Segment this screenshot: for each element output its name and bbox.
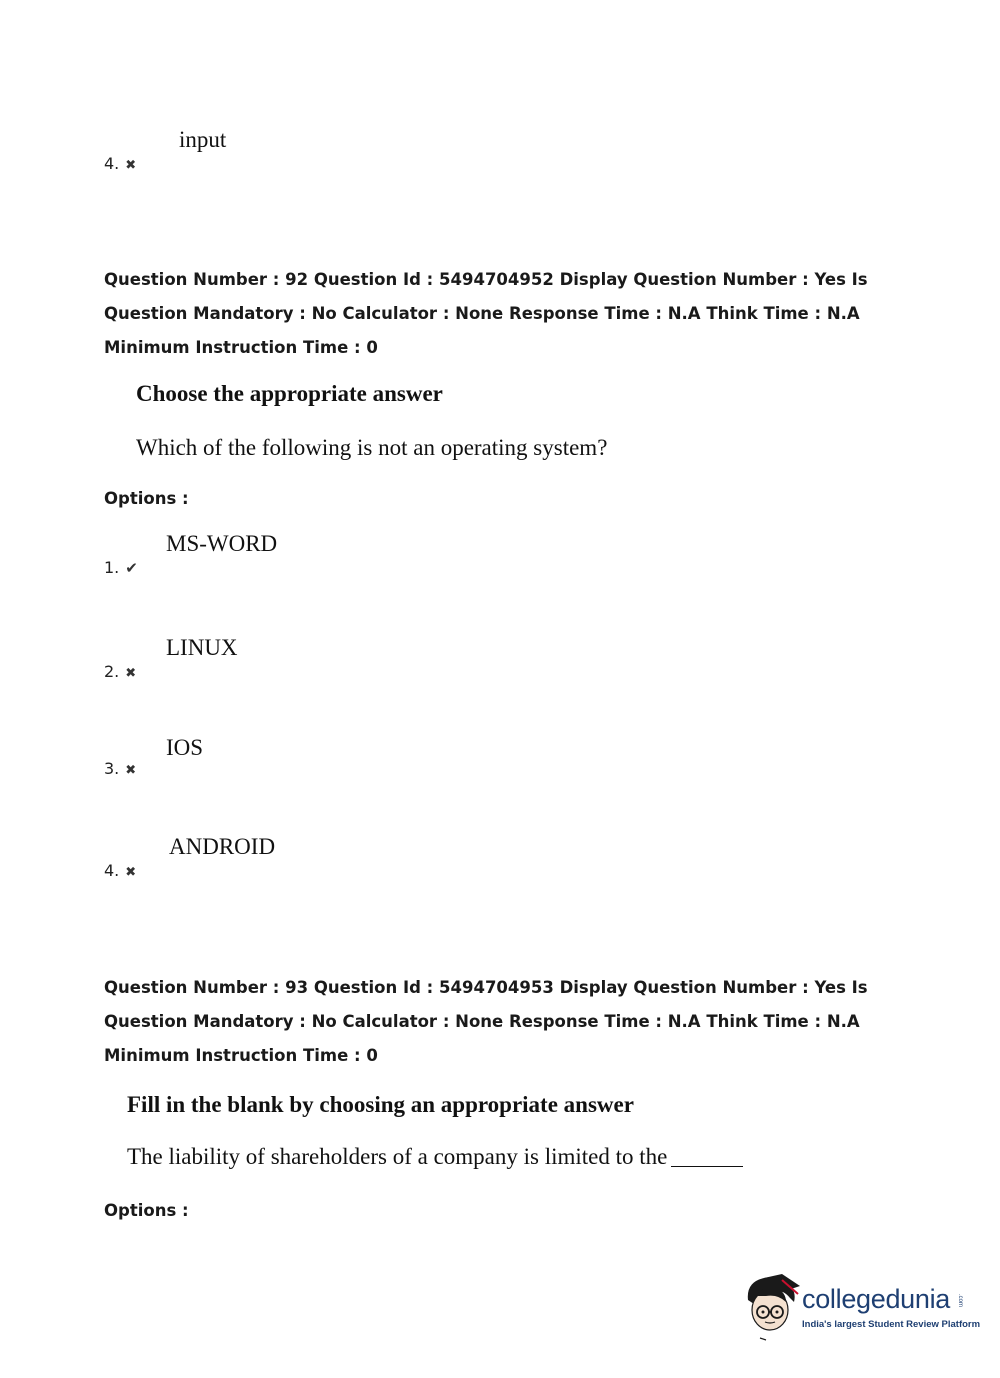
- cross-icon: ✖: [125, 865, 137, 880]
- cross-icon: ✖: [125, 666, 137, 681]
- cross-icon: ✖: [125, 158, 137, 173]
- question-92-options-label: Options :: [104, 489, 189, 508]
- question-93-meta: Question Number : 93 Question Id : 5494704953 Display Question Number : Yes Is Question Mandatory : No Calculator : None Response Time : N.A Think Time : N.A Minimum Instruction Time : 0: [104, 978, 868, 1065]
- question-93-sentence: The liability of shareholders of a company is limited to the: [127, 1144, 668, 1169]
- option-number: 2.: [104, 662, 120, 681]
- checkmark-icon: ✔: [125, 559, 138, 577]
- q92-option-4: [104, 861, 136, 880]
- q92-option-3: [104, 759, 136, 778]
- option-number: 3.: [104, 759, 120, 778]
- prev-option-4: [104, 154, 136, 173]
- logo-tagline: India's largest Student Review Platform: [802, 1319, 981, 1330]
- question-92-meta: Question Number : 92 Question Id : 5494704952 Display Question Number : Yes Is Question Mandatory : No Calculator : None Response Time : N.A Think Time : N.A Minimum Instruction Time : 0: [104, 270, 868, 357]
- logo-name: collegedunia: [802, 1284, 951, 1314]
- collegedunia-logo: [742, 1272, 981, 1342]
- cross-icon: ✖: [125, 763, 137, 778]
- question-93-heading: Fill in the blank by choosing an appropriate answer: [127, 1092, 634, 1117]
- logo-suffix: .com: [957, 1294, 963, 1308]
- prev-option-4-text: input: [179, 127, 227, 152]
- option-number: 4.: [104, 154, 120, 173]
- option-number: 4.: [104, 861, 120, 880]
- q92-option-2: [104, 662, 136, 681]
- q92-option-3-text: IOS: [166, 735, 204, 760]
- option-number: 1.: [104, 558, 120, 577]
- q92-option-1-text: MS-WORD: [166, 531, 278, 556]
- q92-option-4-text: ANDROID: [169, 834, 276, 859]
- fill-blank-line: [671, 1166, 743, 1167]
- q92-option-1: [104, 558, 138, 577]
- question-93-text: [127, 1144, 743, 1170]
- mascot-icon: [742, 1272, 800, 1342]
- question-93-options-label: Options :: [104, 1201, 189, 1220]
- q92-option-2-text: LINUX: [166, 635, 238, 660]
- question-92-heading: Choose the appropriate answer: [136, 381, 443, 406]
- question-92-text: Which of the following is not an operating system?: [136, 435, 608, 460]
